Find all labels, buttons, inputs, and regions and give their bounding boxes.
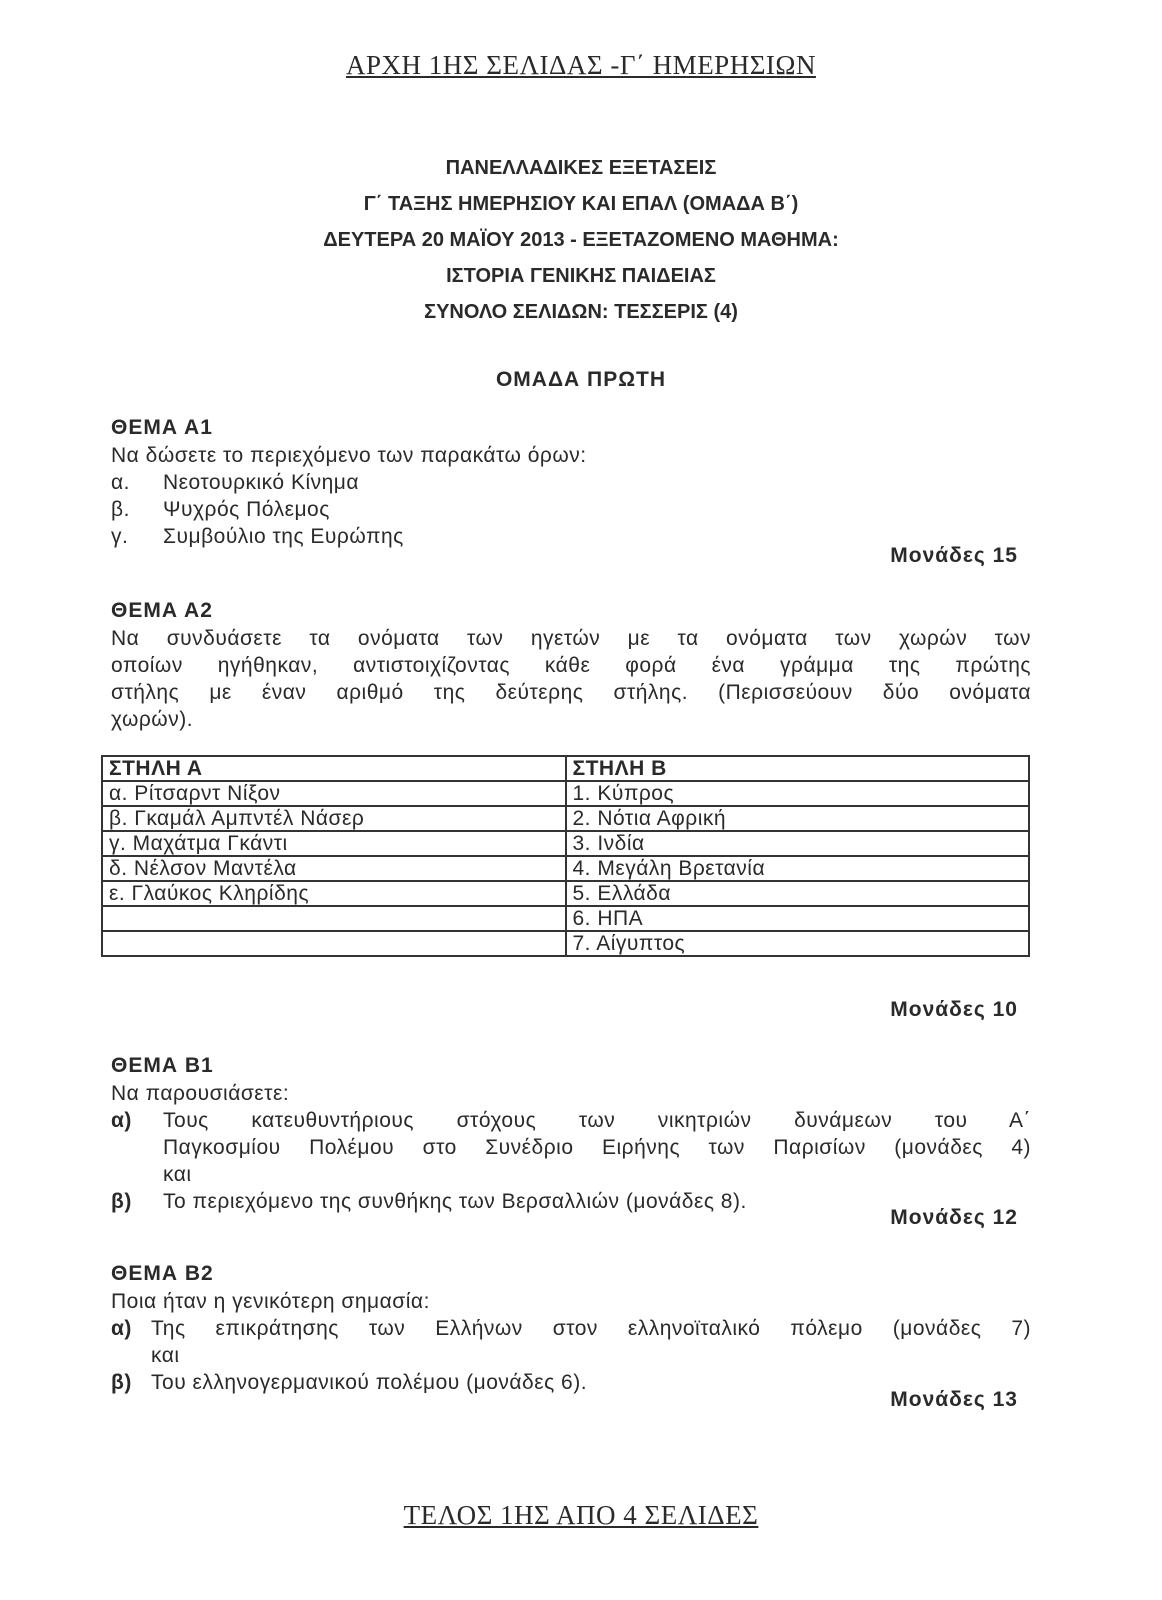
question-text-line: Να συνδυάσετε τα ονόματα των ηγετών με τα ονόματα των χωρών των <box>111 627 1031 650</box>
list-item <box>111 496 1031 523</box>
question-heading: ΘΕΜΑ Β2 <box>111 1262 214 1285</box>
column-a-cell <box>102 931 566 956</box>
item-text: Το περιεχόμενο της συνθήκης των Βερσαλλιών (μονάδες 8). <box>163 1190 747 1213</box>
column-b-cell: 6. ΗΠΑ <box>566 906 1030 931</box>
title-line: Γ΄ ΤΑΞΗΣ ΗΜΕΡΗΣΙΟΥ ΚΑΙ ΕΠΑΛ (ΟΜΑΔΑ Β΄) <box>363 193 799 215</box>
column-b-cell: 1. Κύπρος <box>566 781 1030 806</box>
table-row <box>102 831 1029 856</box>
column-b-cell: 3. Ινδία <box>566 831 1030 856</box>
exam-title-block <box>0 150 1162 330</box>
column-a-cell: ε. Γλαύκος Κληρίδης <box>102 881 566 906</box>
column-a-cell: δ. Νέλσον Μαντέλα <box>102 856 566 881</box>
list-item <box>111 1315 1031 1342</box>
question-text-line: χωρών). <box>111 708 194 731</box>
item-label: α. <box>111 471 130 494</box>
group-title: ΟΜΑΔΑ ΠΡΩΤΗ <box>495 368 667 391</box>
item-label: α) <box>111 1317 132 1340</box>
question-heading: ΘΕΜΑ Α1 <box>111 416 213 439</box>
table-row <box>102 881 1029 906</box>
question-heading: ΘΕΜΑ Α2 <box>111 599 213 622</box>
item-label: γ. <box>111 525 129 548</box>
item-text: Ψυχρός Πόλεμος <box>163 498 330 521</box>
item-label: β. <box>111 498 130 521</box>
item-text-continued: και <box>151 1344 180 1367</box>
item-label: β) <box>111 1371 132 1394</box>
item-text-continued: και <box>163 1163 192 1186</box>
question-a1 <box>111 414 1031 550</box>
column-a-cell: γ. Μαχάτμα Γκάντι <box>102 831 566 856</box>
item-text-continued: Παγκοσμίου Πολέμου στο Συνέδριο Ειρήνης των Παρισίων (μονάδες 4) <box>163 1136 1031 1159</box>
item-text: Τους κατευθυντήριους στόχους των νικητριών δυνάμεων του Α΄ <box>163 1109 1031 1132</box>
question-text-line: οποίων ηγήθηκαν, αντιστοιχίζοντας κάθε φορά ένα γράμμα της πρώτης <box>111 654 1031 677</box>
table-row <box>102 806 1029 831</box>
column-a-header: ΣΤΗΛΗ Α <box>102 756 566 781</box>
question-b1 <box>111 1052 1031 1215</box>
item-label: β) <box>111 1190 132 1213</box>
item-text: Της επικράτησης των Ελλήνων στον ελληνοϊταλικό πόλεμο (μονάδες 7) <box>151 1317 1031 1340</box>
table-row <box>102 781 1029 806</box>
column-b-cell: 7. Αίγυπτος <box>566 931 1030 956</box>
units-a2: Μονάδες 10 <box>890 998 1018 1021</box>
question-heading: ΘΕΜΑ Β1 <box>111 1054 214 1077</box>
table-header-row <box>102 756 1029 781</box>
title-line: ΔΕΥΤΕΡΑ 20 ΜΑΪΟΥ 2013 - ΕΞΕΤΑΖΟΜΕΝΟ ΜΑΘΗΜΑ: <box>323 229 839 251</box>
page-footer: ΤΕΛΟΣ 1ΗΣ ΑΠΟ 4 ΣΕΛΙΔΕΣ <box>403 1500 759 1530</box>
item-text: Νεοτουρκικό Κίνημα <box>163 471 360 494</box>
matching-table <box>101 755 1030 957</box>
question-intro: Να δώσετε το περιεχόμενο των παρακάτω όρων: <box>111 444 587 467</box>
column-b-cell: 2. Νότια Αφρική <box>566 806 1030 831</box>
item-label: α) <box>111 1109 132 1132</box>
column-a-cell <box>102 906 566 931</box>
units-b1: Μονάδες 12 <box>890 1206 1018 1229</box>
units-b2: Μονάδες 13 <box>890 1388 1018 1411</box>
table-row <box>102 906 1029 931</box>
table-row <box>102 931 1029 956</box>
question-a2 <box>111 597 1031 733</box>
table-row <box>102 856 1029 881</box>
question-b2 <box>111 1260 1031 1396</box>
units-a1: Μονάδες 15 <box>890 544 1018 567</box>
column-b-header: ΣΤΗΛΗ Β <box>566 756 1030 781</box>
title-line: ΠΑΝΕΛΛΑΔΙΚΕΣ ΕΞΕΤΑΣΕΙΣ <box>445 157 717 179</box>
item-text: Του ελληνογερμανικού πολέμου (μονάδες 6). <box>151 1371 588 1394</box>
column-a-cell: α. Ρίτσαρντ Νίξον <box>102 781 566 806</box>
item-text: Συμβούλιο της Ευρώπης <box>163 525 404 548</box>
list-item <box>111 469 1031 496</box>
page-header: ΑΡΧΗ 1ΗΣ ΣΕΛΙΔΑΣ -Γ΄ ΗΜΕΡΗΣΙΩΝ <box>346 50 816 80</box>
title-line: ΙΣΤΟΡΙΑ ΓΕΝΙΚΗΣ ΠΑΙΔΕΙΑΣ <box>446 265 716 287</box>
column-b-cell: 5. Ελλάδα <box>566 881 1030 906</box>
title-line: ΣΥΝΟΛΟ ΣΕΛΙΔΩΝ: ΤΕΣΣΕΡΙΣ (4) <box>424 301 738 323</box>
question-text-line: στήλης με έναν αριθμό της δεύτερης στήλης. (Περισσεύουν δύο ονόματα <box>111 681 1031 704</box>
question-intro: Ποια ήταν η γενικότερη σημασία: <box>111 1290 430 1313</box>
column-a-cell: β. Γκαμάλ Αμπντέλ Νάσερ <box>102 806 566 831</box>
question-intro: Να παρουσιάσετε: <box>111 1082 290 1105</box>
list-item <box>111 1107 1031 1134</box>
column-b-cell: 4. Μεγάλη Βρετανία <box>566 856 1030 881</box>
